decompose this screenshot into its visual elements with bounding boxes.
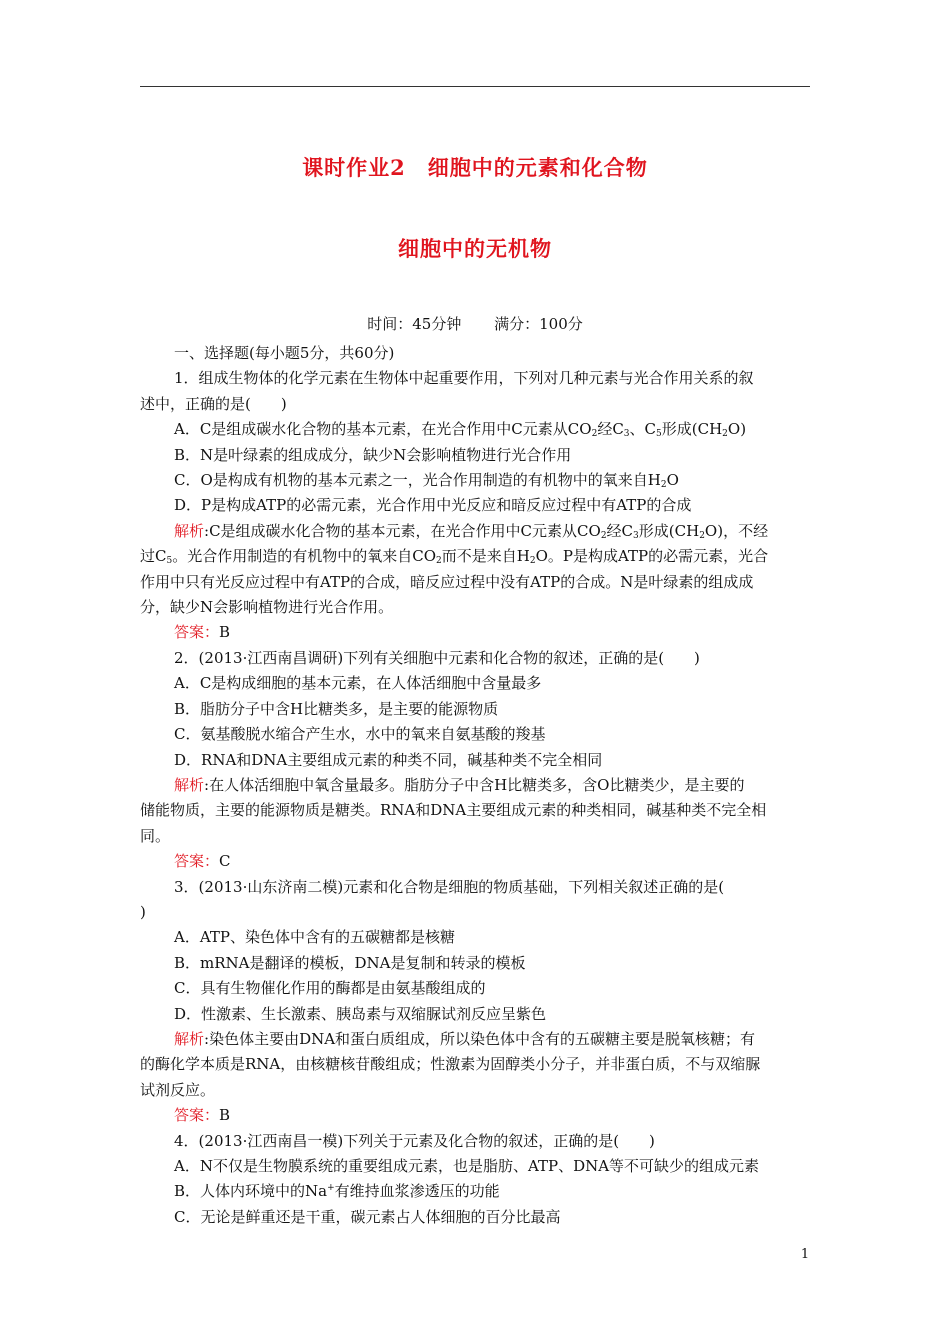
time-limit: 时间：45分钟 bbox=[367, 315, 462, 333]
q3-option-c: C．具有生物催化作用的酶都是由氨基酸组成的 bbox=[174, 979, 486, 998]
q1-stem-line1: 1．组成生物体的化学元素在生物体中起重要作用，下列对几种元素与光合作用关系的叙 bbox=[174, 369, 754, 388]
q3-analysis-line2: 的酶化学本质是RNA，由核糖核苷酸组成；性激素为固醇类小分子，并非蛋白质，不与双缩脲 bbox=[140, 1055, 761, 1074]
q2-stem: 2．(2013·江西南昌调研)下列有关细胞中元素和化合物的叙述，正确的是( ) bbox=[174, 648, 700, 667]
q3-analysis-line3: 试剂反应。 bbox=[140, 1080, 216, 1099]
q4-option-c: C．无论是鲜重还是干重，碳元素占人体细胞的百分比最高 bbox=[174, 1207, 561, 1226]
q1-stem-line2: 述中，正确的是( ) bbox=[140, 394, 287, 413]
q3-answer: 答案：B bbox=[174, 1106, 231, 1125]
q4-option-b: B．人体内环境中的Na+有维持血浆渗透压的功能 bbox=[174, 1182, 500, 1201]
q2-analysis-line3: 同。 bbox=[140, 826, 171, 845]
q3-option-a: A．ATP、染色体中含有的五碳糖都是核糖 bbox=[174, 928, 455, 947]
exam-meta bbox=[0, 313, 950, 334]
page-number: 1 bbox=[800, 1247, 810, 1262]
q3-option-b: B．mRNA是翻译的模板，DNA是复制和转录的模板 bbox=[174, 953, 526, 972]
q2-option-c: C．氨基酸脱水缩合产生水，水中的氧来自氨基酸的羧基 bbox=[174, 725, 546, 744]
q3-analysis: 解析:染色体主要由DNA和蛋白质组成，所以染色体中含有的五碳糖主要是脱氧核糖；有 bbox=[174, 1029, 756, 1048]
full-score: 满分：100分 bbox=[494, 315, 583, 333]
q1-option-a: A．C是组成碳水化合物的基本元素，在光合作用中C元素从$CO_2$经$C_3$、$C_5$形成$(CH_2O)$ bbox=[174, 420, 747, 440]
page-title: 课时作业2 细胞中的元素和化合物 bbox=[302, 155, 648, 180]
q2-option-a: A．C是构成细胞的基本元素，在人体活细胞中含量最多 bbox=[174, 674, 542, 693]
q2-analysis-line2: 储能物质，主要的能源物质是糖类。RNA和DNA主要组成元素的种类相同，碱基种类不完全相 bbox=[140, 801, 767, 820]
header-rule bbox=[140, 86, 810, 87]
q1-analysis: 解析:C是组成碳水化合物的基本元素，在光合作用中C元素从$CO_2$经$C_3$形成$(CH_2O)$，不经 bbox=[174, 521, 769, 541]
q2-option-d: D．RNA和DNA主要组成元素的种类不同，碱基种类不完全相同 bbox=[174, 750, 603, 769]
q3-option-d: D．性激素、生长激素、胰岛素与双缩脲试剂反应呈紫色 bbox=[174, 1004, 547, 1023]
q1-answer: 答案：B bbox=[174, 623, 231, 642]
document-body bbox=[140, 341, 810, 1230]
q3-stem-line1: 3．(2013·山东济南二模)元素和化合物是细胞的物质基础，下列相关叙述正确的是( bbox=[174, 877, 725, 896]
q1-analysis-line4: 分，缺少N会影响植物进行光合作用。 bbox=[140, 598, 394, 617]
q2-analysis: 解析:在人体活细胞中氧含量最多。脂肪分子中含H比糖类多，含O比糖类少，是主要的 bbox=[174, 775, 745, 794]
q1-analysis-line3: 作用中只有光反应过程中有ATP的合成，暗反应过程中没有ATP的合成。N是叶绿素的组成成 bbox=[140, 572, 754, 591]
q2-option-b: B．脂肪分子中含H比糖类多，是主要的能源物质 bbox=[174, 699, 499, 718]
q2-answer: 答案：C bbox=[174, 852, 231, 871]
section-heading: 一、选择题(每小题5分，共60分) bbox=[174, 344, 395, 362]
page-subtitle: 细胞中的无机物 bbox=[398, 236, 552, 261]
analysis-label: 解析 bbox=[174, 521, 205, 540]
q1-option-b: B．N是叶绿素的组成成分，缺少N会影响植物进行光合作用 bbox=[174, 445, 572, 464]
q1-option-d: D．P是构成ATP的必需元素，光合作用中光反应和暗反应过程中有ATP的合成 bbox=[174, 496, 692, 515]
q1-option-c: C．O是构成有机物的基本元素之一，光合作用制造的有机物中的氧来自$H_2O$ bbox=[174, 471, 679, 491]
q4-stem: 4．(2013·江西南昌一模)下列关于元素及化合物的叙述，正确的是( ) bbox=[174, 1131, 655, 1150]
q3-stem-line2: ) bbox=[140, 902, 146, 921]
q1-analysis-line2: 过$C_5$。光合作用制造的有机物中的氧来自$CO_2$而不是来自$H_2O$。P是构成ATP的必需元素，光合 bbox=[140, 547, 769, 567]
q4-option-a: A．N不仅是生物膜系统的重要组成元素，也是脂肪、ATP、DNA等不可缺少的组成元素 bbox=[174, 1157, 760, 1175]
